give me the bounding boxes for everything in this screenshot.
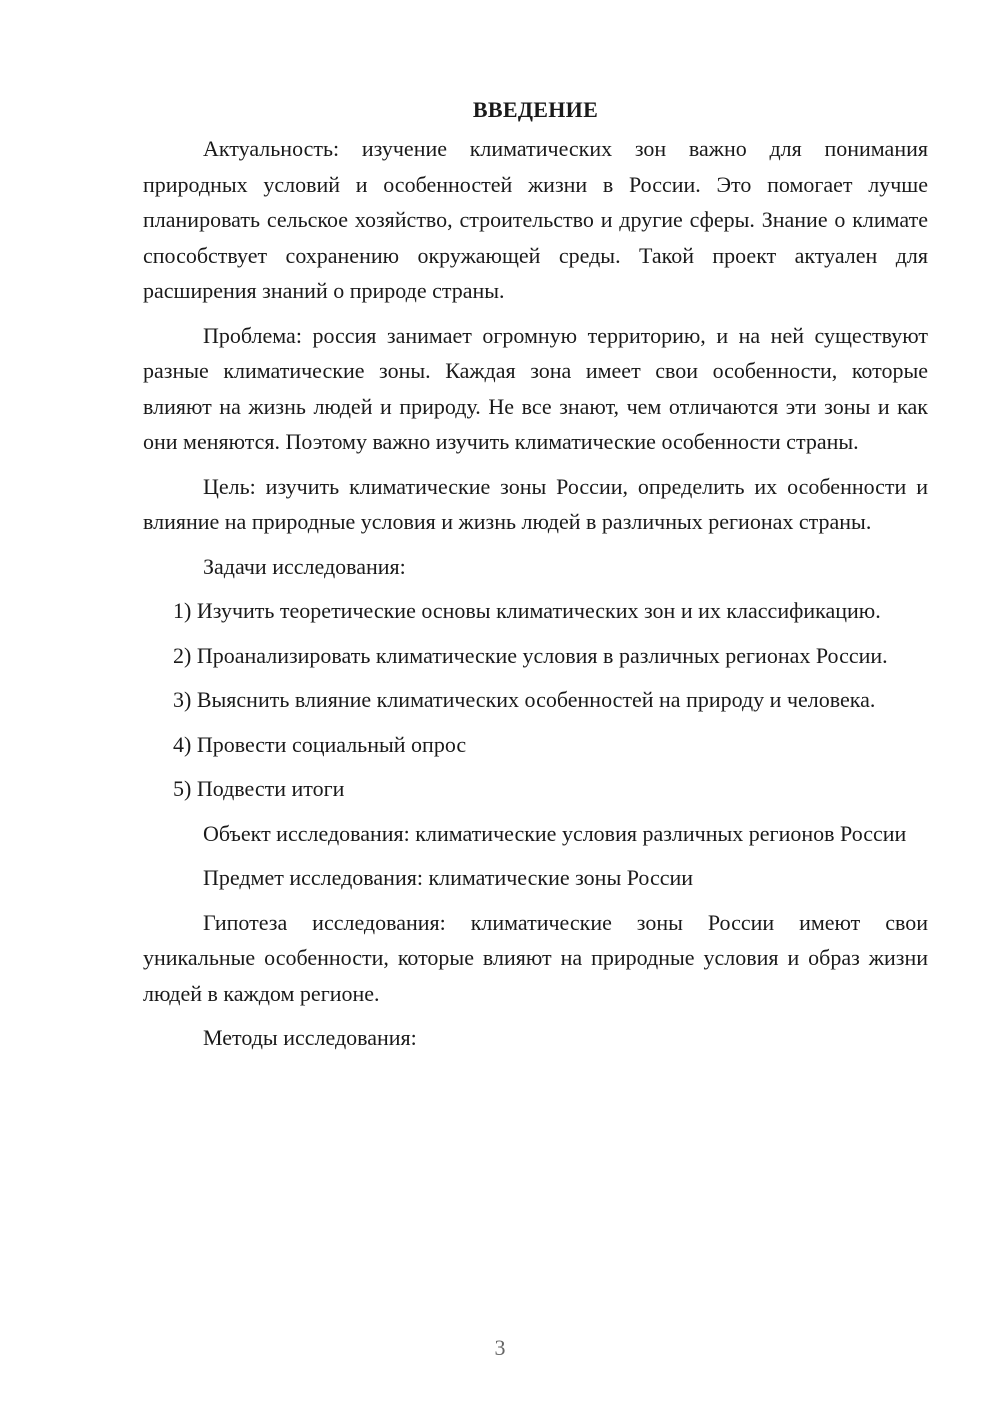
paragraph-relevance: Актуальность: изучение климатических зон важно для понимания природных условий и особенностей жизни в России. Это помогает лучше планировать сельское хозяйство, строительство и другие сферы. Знание о климате способствует сохранению окружающей среды. Такой проект актуален для расширения знаний о природе страны. [143,136,928,303]
document-page [143,92,928,1065]
list-item: 4) Провести социальный опрос [173,731,467,757]
paragraph-goal: Цель: изучить климатические зоны России, определить их особенности и влияние на природные условия и жизнь людей в различных регионах страны. [143,473,928,534]
paragraph-problem: Проблема: россия занимает огромную территорию, и на ней существуют разные климатические зоны. Каждая зона имеет свои особенности, которые влияют на жизнь людей и природу. Не все знают, чем отличаются эти зоны и как они меняются. Поэтому важно изучить климатические особенности страны. [143,322,928,454]
paragraph-subject: Предмет исследования: климатические зоны России [203,865,694,890]
page-number: 3 [494,1335,506,1360]
page-title: ВВЕДЕНИЕ [472,97,599,122]
list-item: 1) Изучить теоретические основы климатических зон и их классификацию. [173,598,881,623]
methods-title: Методы исследования: [203,1025,417,1050]
paragraph-object: Объект исследования: климатические условия различных регионов России [203,820,907,846]
list-item: 5) Подвести итоги [173,776,345,801]
paragraph-hypothesis: Гипотеза исследования: климатические зоны России имеют свои уникальные особенности, которые влияют на природные условия и образ жизни людей в каждом регионе. [143,909,928,1006]
tasks-title: Задачи исследования: [203,553,406,579]
tasks-list [143,593,928,807]
list-item: 3) Выяснить влияние климатических особенностей на природу и человека. [173,687,876,712]
list-item: 2) Проанализировать климатические условия в различных регионах России. [173,642,888,668]
